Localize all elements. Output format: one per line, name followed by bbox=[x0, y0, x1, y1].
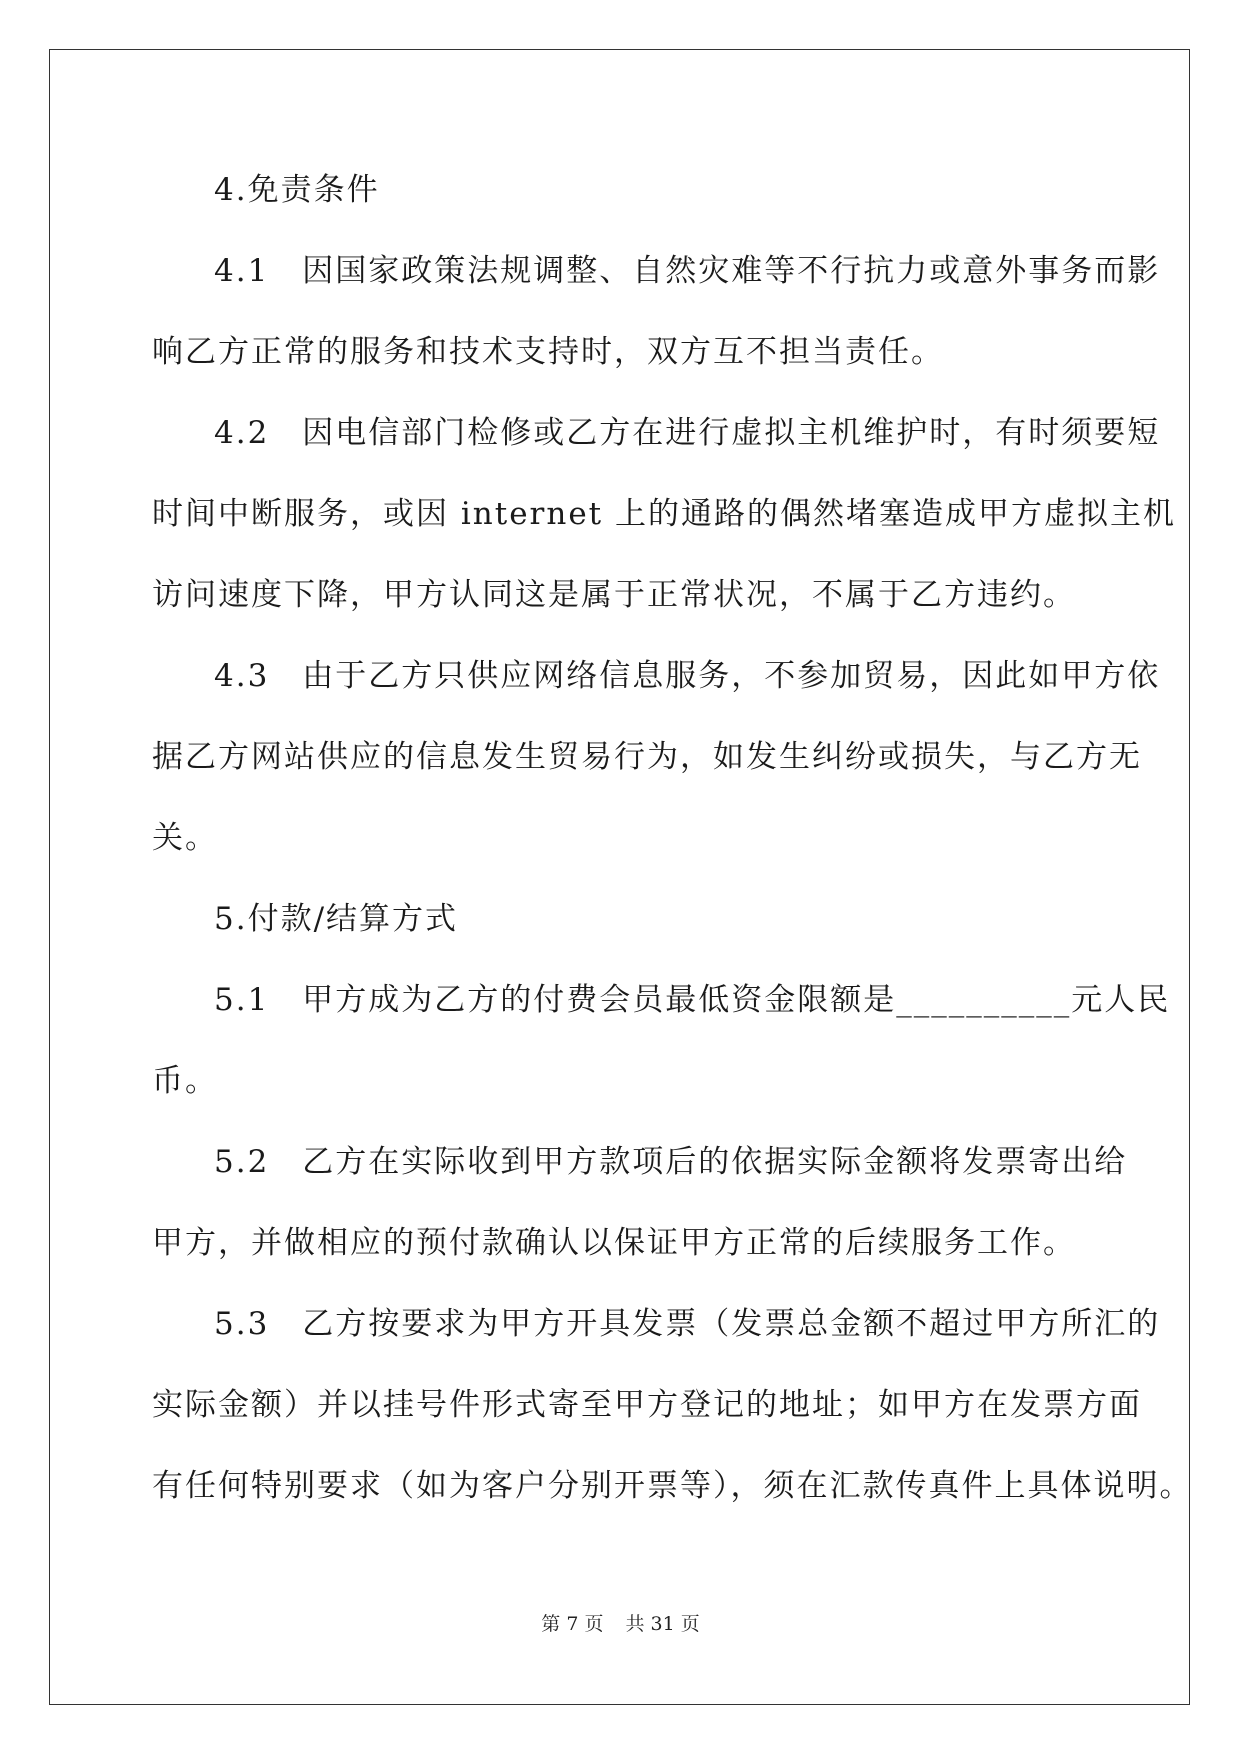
paragraph-line: 5.2 乙方在实际收到甲方款项后的依据实际金额将发票寄出给 bbox=[214, 1144, 1128, 1180]
paragraph-line: 4.2 因电信部门检修或乙方在进行虚拟主机维护时，有时须要短 bbox=[214, 415, 1161, 451]
paragraph-line: 有任何特别要求（如为客户分别开票等），须在汇款传真件上具体说明。 bbox=[152, 1468, 1193, 1504]
paragraph-line: 响乙方正常的服务和技术支持时，双方互不担当责任。 bbox=[152, 334, 944, 370]
page-total: 共 31 页 bbox=[625, 1613, 700, 1635]
paragraph-line: 5.3 乙方按要求为甲方开具发票（发票总金额不超过甲方所汇的 bbox=[214, 1306, 1161, 1342]
paragraph-line: 关。 bbox=[152, 820, 218, 856]
section-heading-4: 4.免责条件 bbox=[214, 172, 380, 208]
paragraph-line: 访问速度下降，甲方认同这是属于正常状况，不属于乙方违约。 bbox=[152, 577, 1076, 613]
page-footer bbox=[0, 1612, 1241, 1636]
paragraph-line: 实际金额）并以挂号件形式寄至甲方登记的地址；如甲方在发票方面 bbox=[152, 1387, 1142, 1423]
paragraph-line: 币。 bbox=[152, 1063, 218, 1099]
paragraph-line: 时间中断服务，或因 internet 上的通路的偶然堵塞造成甲方虚拟主机 bbox=[152, 496, 1176, 532]
section-heading-5: 5.付款/结算方式 bbox=[214, 901, 459, 937]
paragraph-line: 4.3 由于乙方只供应网络信息服务，不参加贸易，因此如甲方依 bbox=[214, 658, 1161, 694]
document-body bbox=[152, 150, 1193, 1527]
paragraph-line: 4.1 因国家政策法规调整、自然灾难等不行抗力或意外事务而影 bbox=[214, 253, 1161, 289]
paragraph-line: 5.1 甲方成为乙方的付费会员最低资金限额是__________元人民 bbox=[214, 982, 1171, 1018]
page-number: 第 7 页 bbox=[541, 1613, 604, 1635]
paragraph-line: 据乙方网站供应的信息发生贸易行为，如发生纠纷或损失，与乙方无 bbox=[152, 739, 1142, 775]
paragraph-line: 甲方，并做相应的预付款确认以保证甲方正常的后续服务工作。 bbox=[152, 1225, 1076, 1261]
